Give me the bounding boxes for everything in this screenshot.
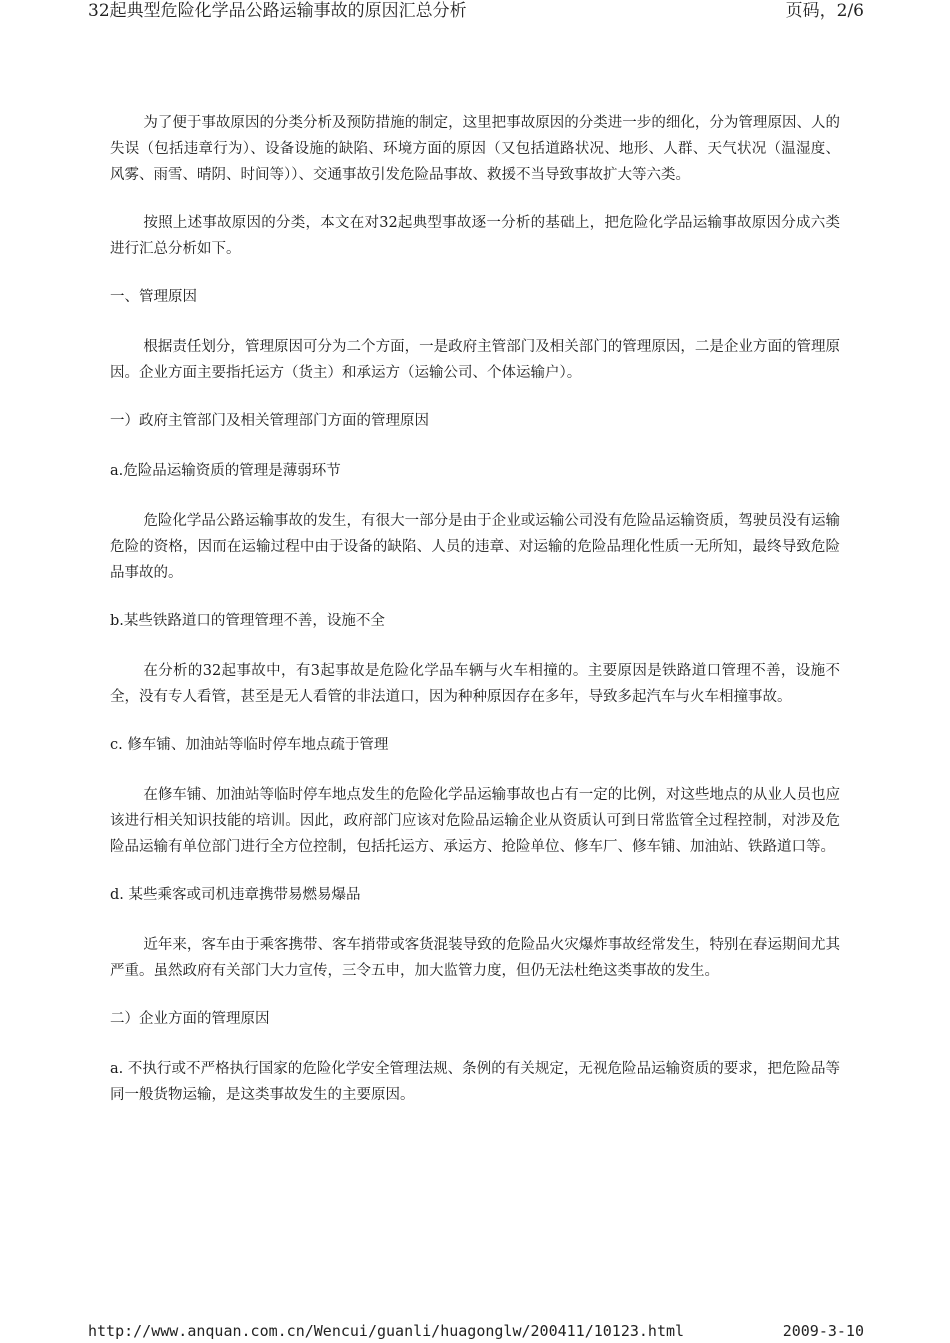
page-footer (88, 1319, 864, 1343)
page-header (88, 0, 864, 22)
subsection-heading-government: 一）政府主管部门及相关管理部门方面的管理原因 (110, 413, 429, 429)
subsection-heading-enterprise: 二）企业方面的管理原因 (110, 1011, 270, 1027)
item-heading-c: c. 修车铺、加油站等临时停车地点疏于管理 (110, 737, 389, 753)
paragraph-item-a: 危险化学品公路运输事故的发生，有很大一部分是由于企业或运输公司没有危险品运输资质，驾驶员没有运输危险的资格，因而在运输过程中由于设备的缺陷、人员的违章、对运输的危险品理化性质一无所知，最终导致危险品事故的。 (110, 513, 840, 581)
article-body (110, 110, 840, 1130)
paragraph-intro: 为了便于事故原因的分类分析及预防措施的制定，这里把事故原因的分类进一步的细化，分为管理原因、人的失误（包括违章行为）、设备设施的缺陷、环境方面的原因（又包括道路状况、地形、人群、天气状况（温湿度、风雾、雨雪、晴阴、时间等））、交通事故引发危险品事故、救援不当导致事故扩大等六类。 (110, 115, 840, 183)
document-title: 32起典型危险化学品公路运输事故的原因汇总分析 (88, 1, 467, 21)
page-number: 页码，2/6 (785, 1, 864, 21)
paragraph-item-c: 在修车铺、加油站等临时停车地点发生的危险化学品运输事故也占有一定的比例，对这些地点的从业人员也应该进行相关知识技能的培训。因此，政府部门应该对危险品运输企业从资质认可到日常监管全过程控制，对涉及危险品运输有单位部门进行全方位控制，包括托运方、承运方、抢险单位、修车厂、修车铺、加油站、铁路道口等。 (110, 787, 840, 855)
paragraph-summary: 按照上述事故原因的分类，本文在对32起典型事故逐一分析的基础上，把危险化学品运输事故原因分成六类进行汇总分析如下。 (110, 215, 840, 257)
paragraph-enterprise-a: a. 不执行或不严格执行国家的危险化学安全管理法规、条例的有关规定，无视危险品运输资质的要求，把危险品等同一般货物运输，是这类事故发生的主要原因。 (110, 1061, 840, 1103)
item-heading-a: a.危险品运输资质的管理是薄弱环节 (110, 463, 341, 479)
source-url-link[interactable]: http://www.anquan.com.cn/Wencui/guanli/huagonglw/200411/10123.html (88, 1322, 685, 1340)
paragraph-item-b: 在分析的32起事故中，有3起事故是危险化学品车辆与火车相撞的。主要原因是铁路道口管理不善，设施不全，没有专人看管，甚至是无人看管的非法道口，因为种种原因存在多年，导致多起汽车与火车相撞事故。 (110, 663, 841, 705)
print-date: 2009-3-10 (782, 1322, 864, 1340)
item-heading-d: d. 某些乘客或司机违章携带易燃易爆品 (110, 887, 361, 903)
paragraph-item-d: 近年来，客车由于乘客携带、客车捎带或客货混装导致的危险品火灾爆炸事故经常发生，特别在春运期间尤其严重。虽然政府有关部门大力宣传，三令五申，加大监管力度，但仍无法杜绝这类事故的发生。 (110, 937, 840, 979)
paragraph-management-intro: 根据责任划分，管理原因可分为二个方面，一是政府主管部门及相关部门的管理原因，二是企业方面的管理原因。企业方面主要指托运方（货主）和承运方（运输公司、个体运输户）。 (110, 339, 840, 381)
section-heading-management: 一、管理原因 (110, 289, 197, 305)
item-heading-b: b.某些铁路道口的管理管理不善，设施不全 (110, 613, 385, 629)
